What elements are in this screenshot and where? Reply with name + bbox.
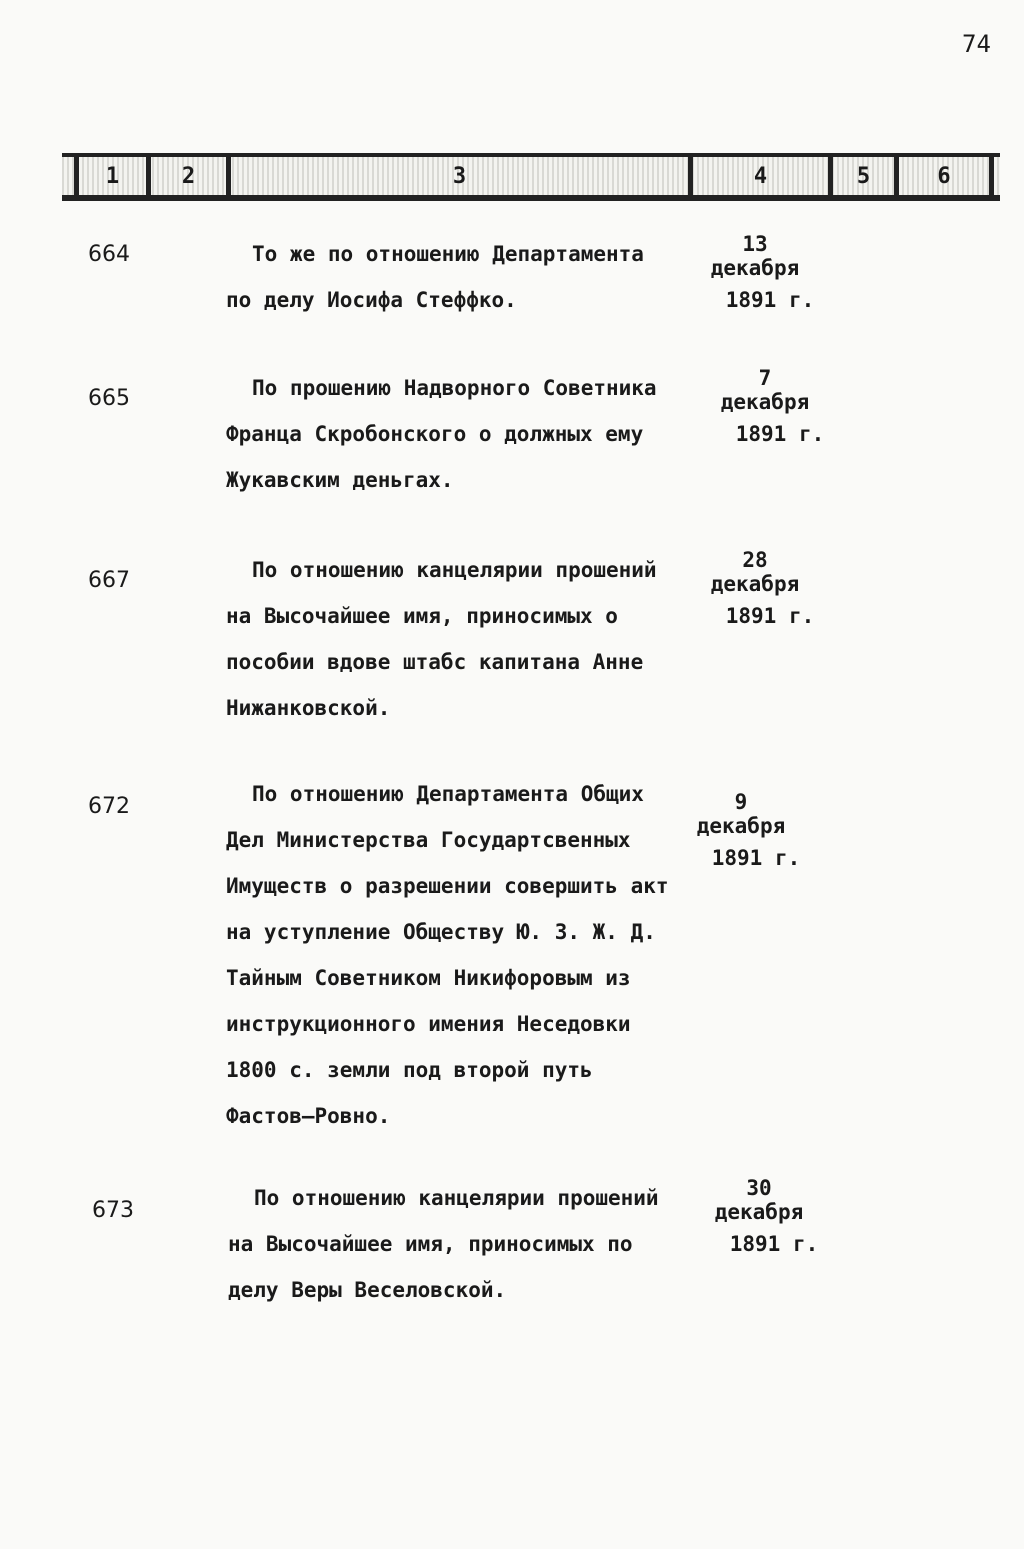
column-header-1: 1 bbox=[74, 157, 146, 195]
entry-number: 672 bbox=[88, 794, 130, 819]
description-line: По прошению Надворного Советника bbox=[252, 376, 657, 400]
description-line: на Высочайшее имя, приносимых по bbox=[228, 1232, 633, 1256]
description-line: То же по отношению Департамента bbox=[252, 242, 644, 266]
entry-date bbox=[700, 366, 830, 446]
description-line: 1800 с. земли под второй путь bbox=[226, 1058, 593, 1082]
date-year: 1891 г. bbox=[735, 422, 825, 446]
entry-date bbox=[690, 232, 820, 312]
description-line: на Высочайшее имя, приносимых о bbox=[226, 604, 618, 628]
entry-number: 664 bbox=[88, 242, 130, 267]
entry-description bbox=[226, 558, 716, 742]
column-header-6: 6 bbox=[894, 157, 994, 195]
description-line: По отношению канцелярии прошений bbox=[254, 1186, 659, 1210]
entry-description bbox=[226, 376, 716, 514]
description-line: Нижанковской. bbox=[226, 696, 391, 720]
description-line: Жукавским деньгах. bbox=[226, 468, 454, 492]
date-month: декабря bbox=[714, 1200, 804, 1224]
date-month: декабря bbox=[696, 814, 786, 838]
entry-description bbox=[226, 242, 716, 334]
date-day: 30 bbox=[746, 1176, 772, 1200]
date-year: 1891 г. bbox=[711, 846, 801, 870]
page-number: 74 bbox=[962, 30, 991, 58]
description-line: Франца Скробонского о должных ему bbox=[226, 422, 644, 446]
entry-description bbox=[228, 1186, 718, 1324]
description-line: По отношению Департамента Общих bbox=[252, 782, 644, 806]
column-header-3: 3 bbox=[226, 157, 688, 195]
entry-date bbox=[676, 790, 806, 870]
description-line: по делу Иосифа Стеффко. bbox=[226, 288, 517, 312]
description-line: на уступление Обществу Ю. З. Ж. Д. bbox=[226, 920, 656, 944]
date-day: 28 bbox=[742, 548, 768, 572]
description-line: инструкционного имения Неседовки bbox=[226, 1012, 631, 1036]
date-month: декабря bbox=[710, 572, 800, 596]
date-day: 9 bbox=[734, 790, 748, 814]
entry-date bbox=[694, 1176, 824, 1256]
description-line: Тайным Советником Никифоровым из bbox=[226, 966, 631, 990]
column-header-row bbox=[62, 153, 1000, 201]
date-day: 13 bbox=[742, 232, 768, 256]
date-year: 1891 г. bbox=[725, 604, 815, 628]
date-year: 1891 г. bbox=[729, 1232, 819, 1256]
description-line: Фастов–Ровно. bbox=[226, 1104, 391, 1128]
column-header-2: 2 bbox=[146, 157, 226, 195]
date-year: 1891 г. bbox=[725, 288, 815, 312]
description-line: пособии вдове штабс капитана Анне bbox=[226, 650, 644, 674]
description-line: делу Веры Веселовской. bbox=[228, 1278, 507, 1302]
column-header-5: 5 bbox=[828, 157, 894, 195]
column-header-4: 4 bbox=[688, 157, 828, 195]
date-day: 7 bbox=[758, 366, 772, 390]
entry-number: 667 bbox=[88, 568, 130, 593]
description-line: По отношению канцелярии прошений bbox=[252, 558, 657, 582]
description-line: Дел Министерства Государтсвенных bbox=[226, 828, 631, 852]
entry-date bbox=[690, 548, 820, 628]
description-line: Имуществ о разрешении совершить акт bbox=[226, 874, 669, 898]
date-month: декабря bbox=[710, 256, 800, 280]
entry-number: 665 bbox=[88, 386, 130, 411]
entry-number: 673 bbox=[92, 1198, 134, 1223]
entry-description bbox=[226, 782, 716, 1150]
date-month: декабря bbox=[720, 390, 810, 414]
